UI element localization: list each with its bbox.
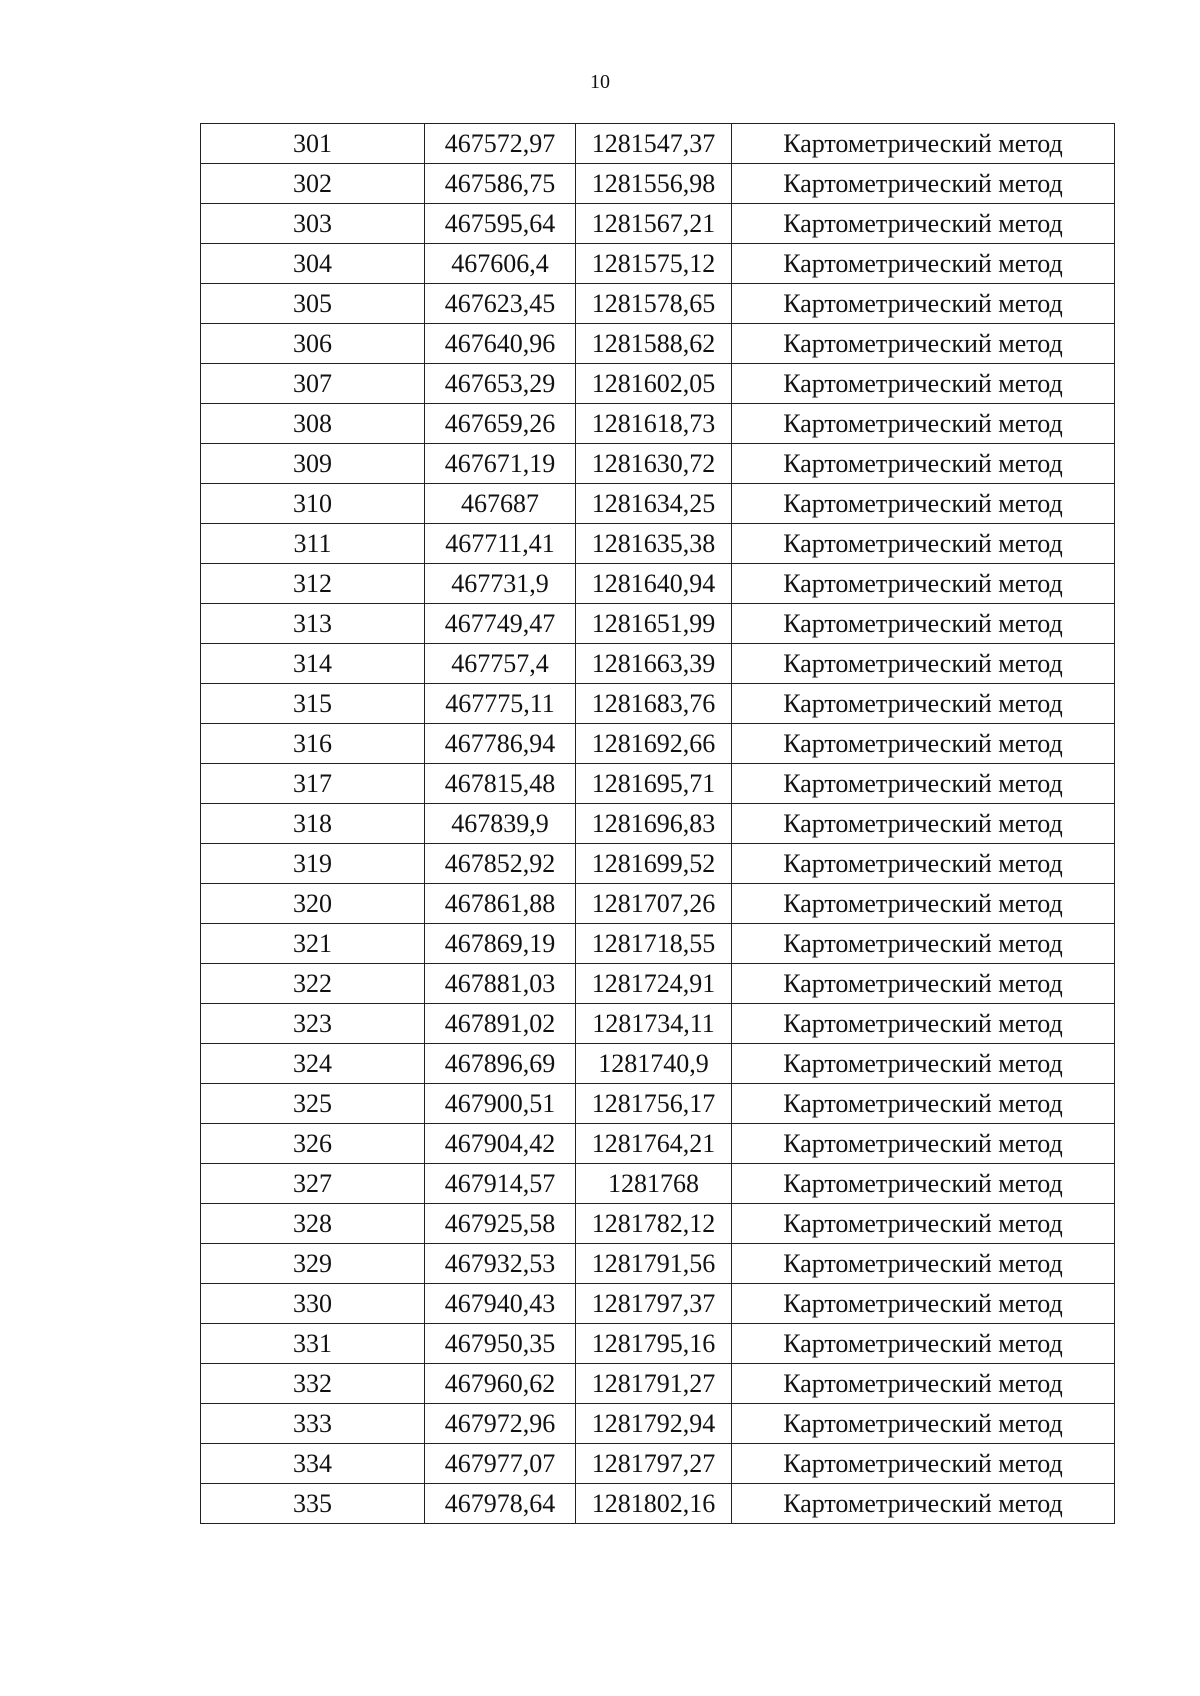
coordinates-table-body bbox=[201, 124, 1115, 1524]
y-coordinate-cell: 1281556,98 bbox=[576, 164, 732, 204]
table-row bbox=[201, 324, 1115, 364]
method-cell: Картометрический метод bbox=[732, 564, 1115, 604]
point-number-cell: 301 bbox=[201, 124, 425, 164]
method-cell: Картометрический метод bbox=[732, 764, 1115, 804]
table-row bbox=[201, 644, 1115, 684]
table-row bbox=[201, 1324, 1115, 1364]
table-row bbox=[201, 164, 1115, 204]
table-row bbox=[201, 684, 1115, 724]
coordinates-table bbox=[200, 123, 1115, 1524]
x-coordinate-cell: 467595,64 bbox=[425, 204, 576, 244]
point-number-cell: 313 bbox=[201, 604, 425, 644]
table-row bbox=[201, 1204, 1115, 1244]
y-coordinate-cell: 1281695,71 bbox=[576, 764, 732, 804]
point-number-cell: 321 bbox=[201, 924, 425, 964]
method-cell: Картометрический метод bbox=[732, 1084, 1115, 1124]
x-coordinate-cell: 467861,88 bbox=[425, 884, 576, 924]
table-row bbox=[201, 724, 1115, 764]
point-number-cell: 332 bbox=[201, 1364, 425, 1404]
point-number-cell: 331 bbox=[201, 1324, 425, 1364]
point-number-cell: 305 bbox=[201, 284, 425, 324]
table-row bbox=[201, 1284, 1115, 1324]
point-number-cell: 334 bbox=[201, 1444, 425, 1484]
y-coordinate-cell: 1281692,66 bbox=[576, 724, 732, 764]
method-cell: Картометрический метод bbox=[732, 364, 1115, 404]
point-number-cell: 333 bbox=[201, 1404, 425, 1444]
x-coordinate-cell: 467891,02 bbox=[425, 1004, 576, 1044]
method-cell: Картометрический метод bbox=[732, 964, 1115, 1004]
y-coordinate-cell: 1281578,65 bbox=[576, 284, 732, 324]
point-number-cell: 304 bbox=[201, 244, 425, 284]
point-number-cell: 309 bbox=[201, 444, 425, 484]
point-number-cell: 306 bbox=[201, 324, 425, 364]
table-row bbox=[201, 564, 1115, 604]
point-number-cell: 316 bbox=[201, 724, 425, 764]
method-cell: Картометрический метод bbox=[732, 924, 1115, 964]
table-row bbox=[201, 1244, 1115, 1284]
y-coordinate-cell: 1281707,26 bbox=[576, 884, 732, 924]
x-coordinate-cell: 467757,4 bbox=[425, 644, 576, 684]
y-coordinate-cell: 1281588,62 bbox=[576, 324, 732, 364]
table-row bbox=[201, 964, 1115, 1004]
table-row bbox=[201, 844, 1115, 884]
x-coordinate-cell: 467659,26 bbox=[425, 404, 576, 444]
point-number-cell: 312 bbox=[201, 564, 425, 604]
y-coordinate-cell: 1281634,25 bbox=[576, 484, 732, 524]
table-row bbox=[201, 1084, 1115, 1124]
method-cell: Картометрический метод bbox=[732, 644, 1115, 684]
x-coordinate-cell: 467977,07 bbox=[425, 1444, 576, 1484]
table-row bbox=[201, 1484, 1115, 1524]
x-coordinate-cell: 467606,4 bbox=[425, 244, 576, 284]
table-row bbox=[201, 1004, 1115, 1044]
y-coordinate-cell: 1281699,52 bbox=[576, 844, 732, 884]
y-coordinate-cell: 1281683,76 bbox=[576, 684, 732, 724]
point-number-cell: 325 bbox=[201, 1084, 425, 1124]
point-number-cell: 324 bbox=[201, 1044, 425, 1084]
method-cell: Картометрический метод bbox=[732, 1244, 1115, 1284]
x-coordinate-cell: 467881,03 bbox=[425, 964, 576, 1004]
method-cell: Картометрический метод bbox=[732, 204, 1115, 244]
method-cell: Картометрический метод bbox=[732, 1164, 1115, 1204]
method-cell: Картометрический метод bbox=[732, 324, 1115, 364]
table-row bbox=[201, 484, 1115, 524]
x-coordinate-cell: 467852,92 bbox=[425, 844, 576, 884]
table-row bbox=[201, 884, 1115, 924]
x-coordinate-cell: 467786,94 bbox=[425, 724, 576, 764]
table-row bbox=[201, 364, 1115, 404]
table-row bbox=[201, 1404, 1115, 1444]
method-cell: Картометрический метод bbox=[732, 804, 1115, 844]
x-coordinate-cell: 467687 bbox=[425, 484, 576, 524]
method-cell: Картометрический метод bbox=[732, 164, 1115, 204]
x-coordinate-cell: 467960,62 bbox=[425, 1364, 576, 1404]
method-cell: Картометрический метод bbox=[732, 1284, 1115, 1324]
x-coordinate-cell: 467972,96 bbox=[425, 1404, 576, 1444]
method-cell: Картометрический метод bbox=[732, 1404, 1115, 1444]
y-coordinate-cell: 1281791,27 bbox=[576, 1364, 732, 1404]
method-cell: Картометрический метод bbox=[732, 604, 1115, 644]
x-coordinate-cell: 467904,42 bbox=[425, 1124, 576, 1164]
y-coordinate-cell: 1281734,11 bbox=[576, 1004, 732, 1044]
x-coordinate-cell: 467711,41 bbox=[425, 524, 576, 564]
point-number-cell: 320 bbox=[201, 884, 425, 924]
y-coordinate-cell: 1281635,38 bbox=[576, 524, 732, 564]
method-cell: Картометрический метод bbox=[732, 1484, 1115, 1524]
point-number-cell: 303 bbox=[201, 204, 425, 244]
y-coordinate-cell: 1281782,12 bbox=[576, 1204, 732, 1244]
point-number-cell: 310 bbox=[201, 484, 425, 524]
point-number-cell: 308 bbox=[201, 404, 425, 444]
y-coordinate-cell: 1281756,17 bbox=[576, 1084, 732, 1124]
x-coordinate-cell: 467914,57 bbox=[425, 1164, 576, 1204]
y-coordinate-cell: 1281567,21 bbox=[576, 204, 732, 244]
table-row bbox=[201, 1444, 1115, 1484]
x-coordinate-cell: 467572,97 bbox=[425, 124, 576, 164]
method-cell: Картометрический метод bbox=[732, 524, 1115, 564]
method-cell: Картометрический метод bbox=[732, 444, 1115, 484]
method-cell: Картометрический метод bbox=[732, 244, 1115, 284]
x-coordinate-cell: 467815,48 bbox=[425, 764, 576, 804]
y-coordinate-cell: 1281795,16 bbox=[576, 1324, 732, 1364]
x-coordinate-cell: 467653,29 bbox=[425, 364, 576, 404]
x-coordinate-cell: 467640,96 bbox=[425, 324, 576, 364]
point-number-cell: 327 bbox=[201, 1164, 425, 1204]
point-number-cell: 323 bbox=[201, 1004, 425, 1044]
y-coordinate-cell: 1281797,37 bbox=[576, 1284, 732, 1324]
method-cell: Картометрический метод bbox=[732, 1044, 1115, 1084]
table-row bbox=[201, 244, 1115, 284]
x-coordinate-cell: 467671,19 bbox=[425, 444, 576, 484]
y-coordinate-cell: 1281651,99 bbox=[576, 604, 732, 644]
y-coordinate-cell: 1281575,12 bbox=[576, 244, 732, 284]
method-cell: Картометрический метод bbox=[732, 1324, 1115, 1364]
x-coordinate-cell: 467623,45 bbox=[425, 284, 576, 324]
point-number-cell: 307 bbox=[201, 364, 425, 404]
y-coordinate-cell: 1281740,9 bbox=[576, 1044, 732, 1084]
y-coordinate-cell: 1281768 bbox=[576, 1164, 732, 1204]
y-coordinate-cell: 1281802,16 bbox=[576, 1484, 732, 1524]
y-coordinate-cell: 1281791,56 bbox=[576, 1244, 732, 1284]
point-number-cell: 326 bbox=[201, 1124, 425, 1164]
y-coordinate-cell: 1281718,55 bbox=[576, 924, 732, 964]
point-number-cell: 322 bbox=[201, 964, 425, 1004]
point-number-cell: 319 bbox=[201, 844, 425, 884]
method-cell: Картометрический метод bbox=[732, 684, 1115, 724]
table-row bbox=[201, 804, 1115, 844]
y-coordinate-cell: 1281618,73 bbox=[576, 404, 732, 444]
method-cell: Картометрический метод bbox=[732, 1004, 1115, 1044]
point-number-cell: 335 bbox=[201, 1484, 425, 1524]
method-cell: Картометрический метод bbox=[732, 124, 1115, 164]
x-coordinate-cell: 467749,47 bbox=[425, 604, 576, 644]
table-row bbox=[201, 764, 1115, 804]
table-row bbox=[201, 1044, 1115, 1084]
x-coordinate-cell: 467586,75 bbox=[425, 164, 576, 204]
y-coordinate-cell: 1281696,83 bbox=[576, 804, 732, 844]
method-cell: Картометрический метод bbox=[732, 724, 1115, 764]
point-number-cell: 315 bbox=[201, 684, 425, 724]
table-row bbox=[201, 124, 1115, 164]
method-cell: Картометрический метод bbox=[732, 484, 1115, 524]
x-coordinate-cell: 467940,43 bbox=[425, 1284, 576, 1324]
y-coordinate-cell: 1281602,05 bbox=[576, 364, 732, 404]
y-coordinate-cell: 1281547,37 bbox=[576, 124, 732, 164]
point-number-cell: 314 bbox=[201, 644, 425, 684]
table-row bbox=[201, 404, 1115, 444]
table-row bbox=[201, 524, 1115, 564]
method-cell: Картометрический метод bbox=[732, 404, 1115, 444]
table-row bbox=[201, 1164, 1115, 1204]
point-number-cell: 311 bbox=[201, 524, 425, 564]
x-coordinate-cell: 467925,58 bbox=[425, 1204, 576, 1244]
method-cell: Картометрический метод bbox=[732, 884, 1115, 924]
y-coordinate-cell: 1281764,21 bbox=[576, 1124, 732, 1164]
x-coordinate-cell: 467950,35 bbox=[425, 1324, 576, 1364]
point-number-cell: 329 bbox=[201, 1244, 425, 1284]
x-coordinate-cell: 467869,19 bbox=[425, 924, 576, 964]
method-cell: Картометрический метод bbox=[732, 1444, 1115, 1484]
x-coordinate-cell: 467731,9 bbox=[425, 564, 576, 604]
y-coordinate-cell: 1281640,94 bbox=[576, 564, 732, 604]
method-cell: Картометрический метод bbox=[732, 1124, 1115, 1164]
table-row bbox=[201, 444, 1115, 484]
page-number: 10 bbox=[590, 71, 610, 93]
table-row bbox=[201, 1124, 1115, 1164]
table-row bbox=[201, 284, 1115, 324]
y-coordinate-cell: 1281630,72 bbox=[576, 444, 732, 484]
y-coordinate-cell: 1281724,91 bbox=[576, 964, 732, 1004]
method-cell: Картометрический метод bbox=[732, 284, 1115, 324]
point-number-cell: 317 bbox=[201, 764, 425, 804]
x-coordinate-cell: 467896,69 bbox=[425, 1044, 576, 1084]
table-row bbox=[201, 924, 1115, 964]
table-row bbox=[201, 1364, 1115, 1404]
method-cell: Картометрический метод bbox=[732, 1204, 1115, 1244]
y-coordinate-cell: 1281792,94 bbox=[576, 1404, 732, 1444]
point-number-cell: 302 bbox=[201, 164, 425, 204]
method-cell: Картометрический метод bbox=[732, 1364, 1115, 1404]
x-coordinate-cell: 467978,64 bbox=[425, 1484, 576, 1524]
y-coordinate-cell: 1281797,27 bbox=[576, 1444, 732, 1484]
point-number-cell: 330 bbox=[201, 1284, 425, 1324]
x-coordinate-cell: 467839,9 bbox=[425, 804, 576, 844]
table-row bbox=[201, 204, 1115, 244]
x-coordinate-cell: 467900,51 bbox=[425, 1084, 576, 1124]
table-row bbox=[201, 604, 1115, 644]
method-cell: Картометрический метод bbox=[732, 844, 1115, 884]
y-coordinate-cell: 1281663,39 bbox=[576, 644, 732, 684]
x-coordinate-cell: 467775,11 bbox=[425, 684, 576, 724]
x-coordinate-cell: 467932,53 bbox=[425, 1244, 576, 1284]
point-number-cell: 318 bbox=[201, 804, 425, 844]
point-number-cell: 328 bbox=[201, 1204, 425, 1244]
